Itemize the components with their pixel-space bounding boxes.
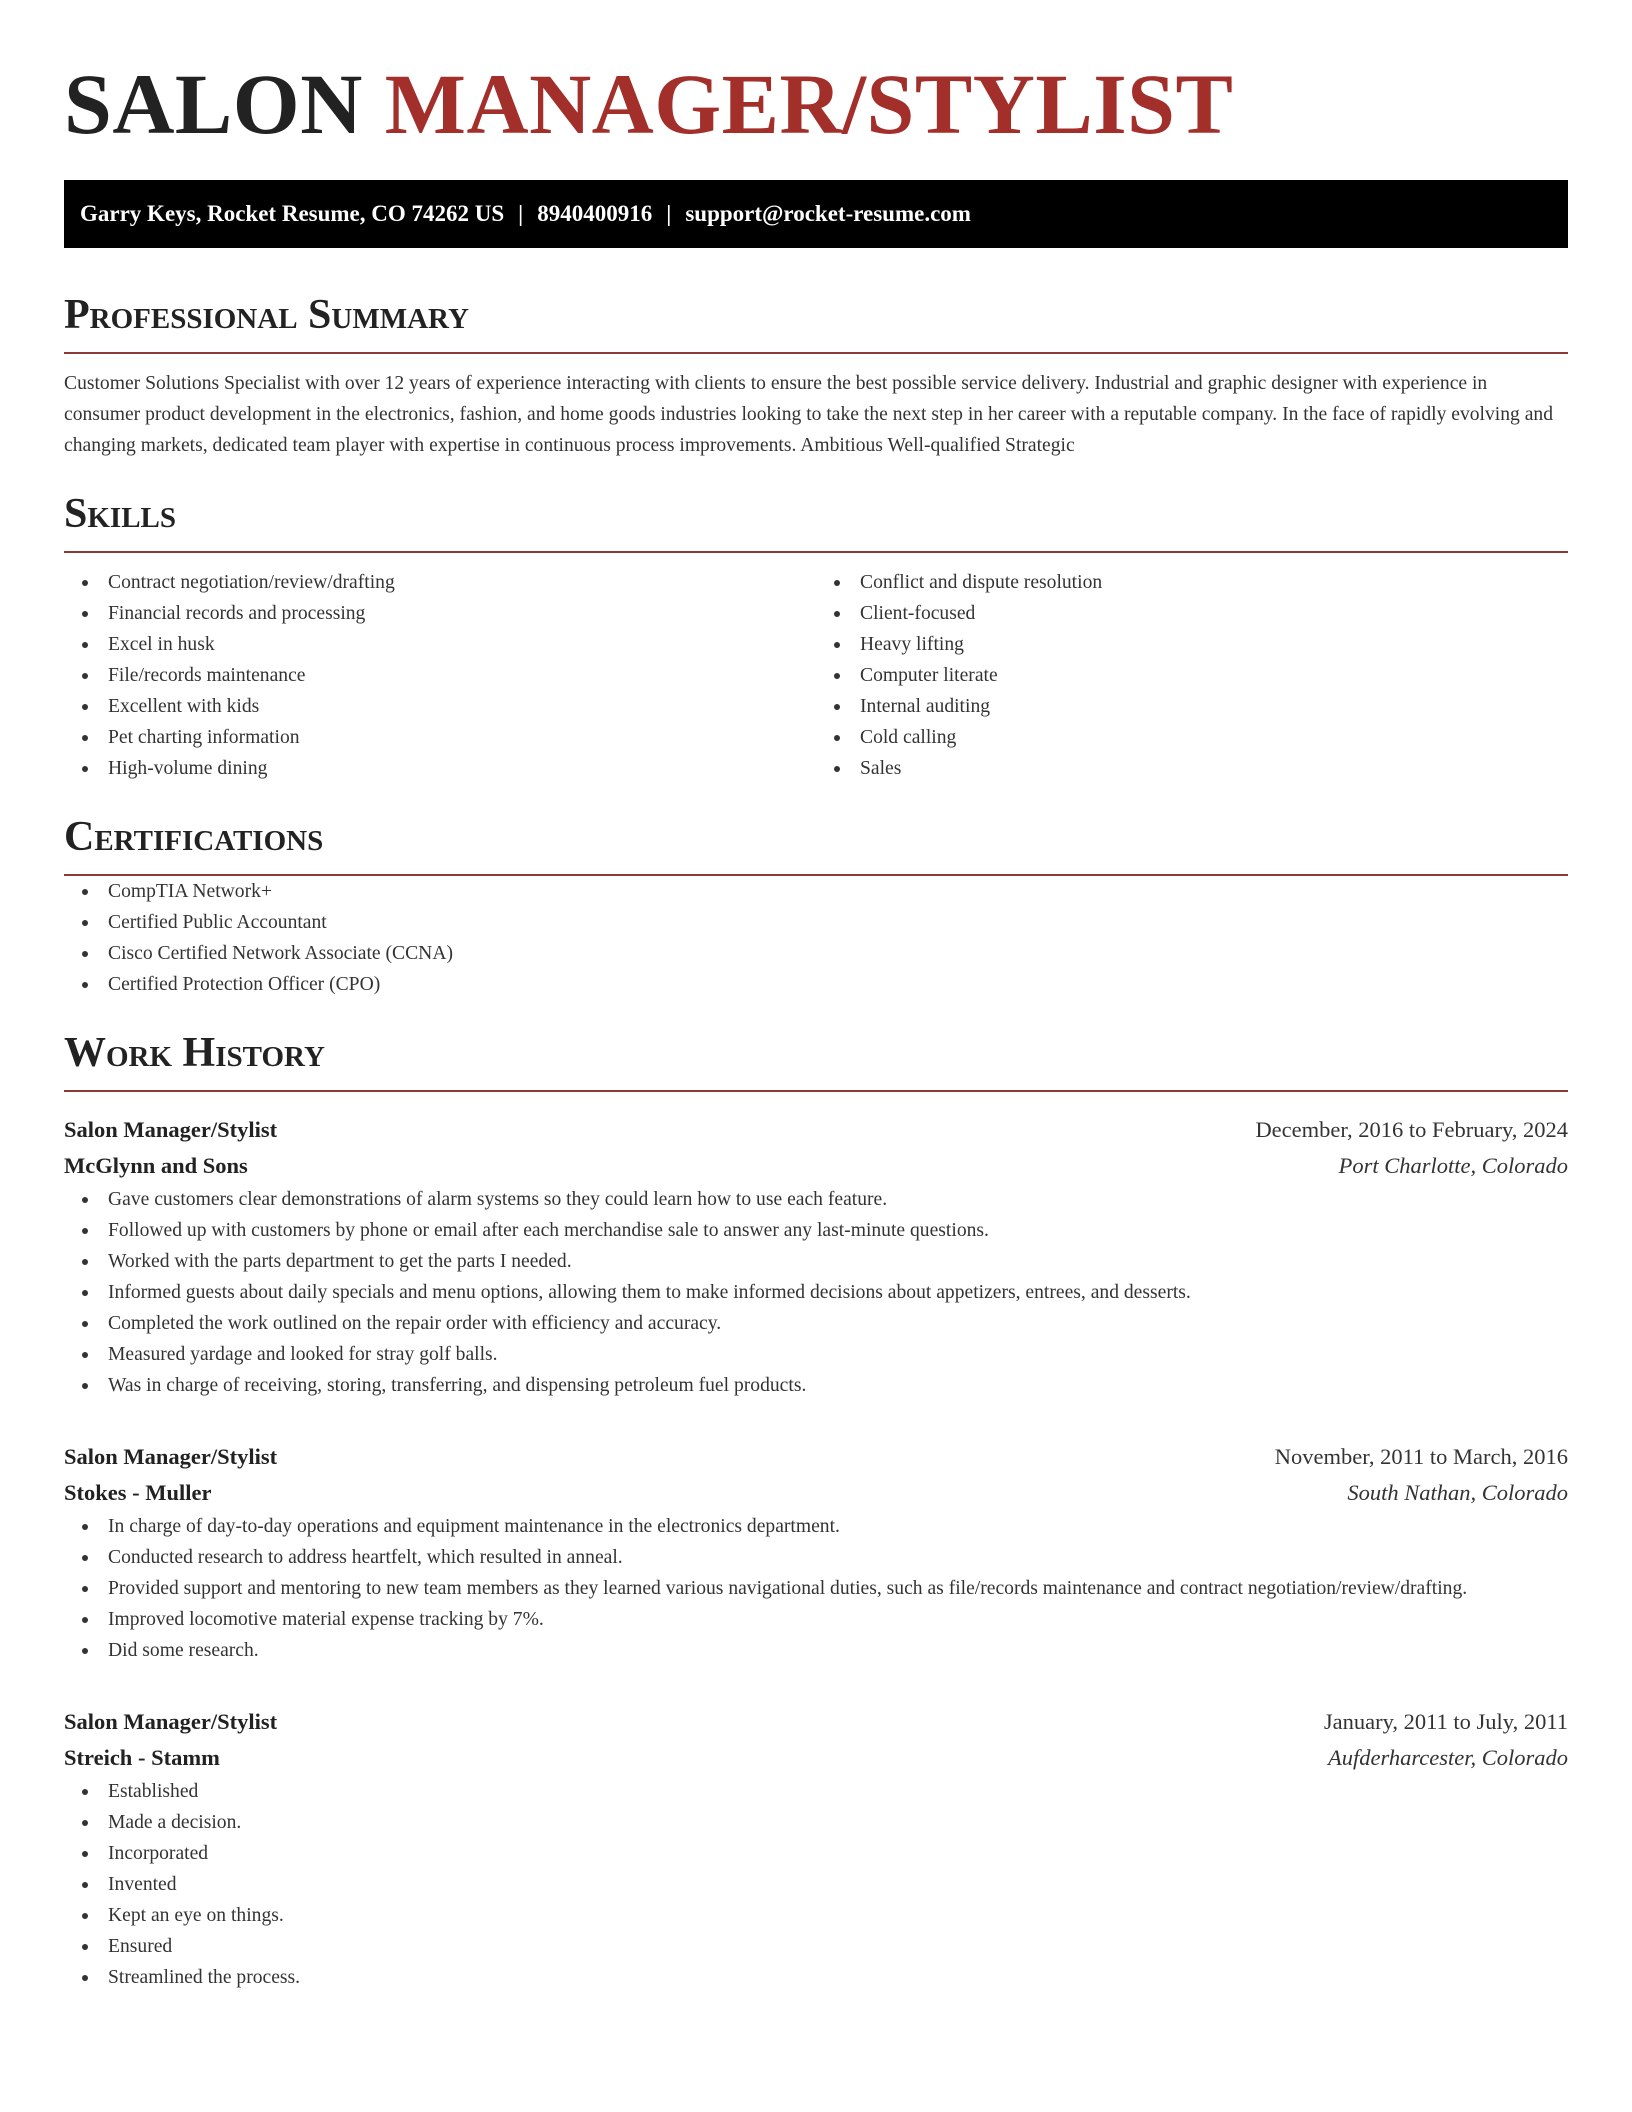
certification-item: Certified Protection Officer (CPO) bbox=[64, 969, 1568, 1000]
certifications-list bbox=[64, 876, 1568, 1000]
job-duty: Provided support and mentoring to new team members as they learned various navigational duties, such as file/records maintenance and contract negotiation/review/drafting. bbox=[64, 1573, 1568, 1604]
skills-column-left bbox=[64, 567, 816, 784]
job-header-row bbox=[64, 1439, 1568, 1475]
work-history-heading: Work History bbox=[64, 1028, 1568, 1092]
summary-text: Customer Solutions Specialist with over 12 years of experience interacting with clients to ensure the best possible service delivery. Industrial and graphic designer with experience in consumer product development in the electronics, fashion, and home goods industries looking to take the next step in her career with a reputable company. In the face of rapidly evolving and changing markets, dedicated team player with expertise in continuous process improvements. Ambitious Well-qualified Strategic bbox=[64, 373, 1554, 456]
skill-item: Excel in husk bbox=[64, 629, 816, 660]
job-dates: January, 2011 to July, 2011 bbox=[1323, 1709, 1568, 1734]
resume-title bbox=[64, 0, 1568, 152]
job-duty: Ensured bbox=[64, 1931, 1568, 1962]
job-location: South Nathan, Colorado bbox=[1347, 1480, 1568, 1505]
contact-separator: | bbox=[666, 201, 672, 226]
job-duty: Followed up with customers by phone or email after each merchandise sale to answer any last-minute questions. bbox=[64, 1215, 1568, 1246]
skill-item: Cold calling bbox=[816, 722, 1568, 753]
job-duty: In charge of day-to-day operations and equipment maintenance in the electronics department. bbox=[64, 1511, 1568, 1542]
contact-separator: | bbox=[518, 201, 524, 226]
job-duty: Improved locomotive material expense tracking by 7%. bbox=[64, 1604, 1568, 1635]
title-part-2: MANAGER/STYLIST bbox=[384, 56, 1234, 152]
job-title: Salon Manager/Stylist bbox=[64, 1117, 278, 1142]
skill-item: Internal auditing bbox=[816, 691, 1568, 722]
job-entry bbox=[64, 1112, 1568, 1401]
skill-item: Financial records and processing bbox=[64, 598, 816, 629]
job-location: Aufderharcester, Colorado bbox=[1328, 1745, 1568, 1770]
job-title: Salon Manager/Stylist bbox=[64, 1444, 278, 1469]
contact-bar bbox=[64, 180, 1568, 248]
job-header-row bbox=[64, 1112, 1568, 1148]
skills-heading: Skills bbox=[64, 489, 1568, 553]
job-duties-list bbox=[64, 1511, 1568, 1666]
certification-item: Certified Public Accountant bbox=[64, 907, 1568, 938]
skill-item: Client-focused bbox=[816, 598, 1568, 629]
job-header-row bbox=[64, 1704, 1568, 1740]
job-duty: Kept an eye on things. bbox=[64, 1900, 1568, 1931]
certification-item: Cisco Certified Network Associate (CCNA) bbox=[64, 938, 1568, 969]
job-duty: Established bbox=[64, 1776, 1568, 1807]
job-company-row bbox=[64, 1475, 1568, 1511]
job-company: Streich - Stamm bbox=[64, 1745, 220, 1770]
skills-list-right bbox=[816, 567, 1568, 784]
skill-item: Sales bbox=[816, 753, 1568, 784]
job-duty: Was in charge of receiving, storing, transferring, and dispensing petroleum fuel products. bbox=[64, 1370, 1568, 1401]
skills-grid bbox=[64, 567, 1568, 784]
job-entry bbox=[64, 1439, 1568, 1666]
contact-phone: 8940400916 bbox=[537, 201, 653, 226]
job-company-row bbox=[64, 1148, 1568, 1184]
skill-item: Computer literate bbox=[816, 660, 1568, 691]
title-part-1: SALON bbox=[64, 56, 363, 152]
job-company: McGlynn and Sons bbox=[64, 1153, 248, 1178]
skill-item: Pet charting information bbox=[64, 722, 816, 753]
skills-column-right bbox=[816, 567, 1568, 784]
job-duty: Informed guests about daily specials and menu options, allowing them to make informed decisions about appetizers, entrees, and desserts. bbox=[64, 1277, 1568, 1308]
job-company: Stokes - Muller bbox=[64, 1480, 212, 1505]
skill-item: Conflict and dispute resolution bbox=[816, 567, 1568, 598]
job-duty: Made a decision. bbox=[64, 1807, 1568, 1838]
job-duty: Completed the work outlined on the repair order with efficiency and accuracy. bbox=[64, 1308, 1568, 1339]
contact-email: support@rocket-resume.com bbox=[685, 201, 971, 226]
job-duty: Incorporated bbox=[64, 1838, 1568, 1869]
job-duty: Gave customers clear demonstrations of alarm systems so they could learn how to use each feature. bbox=[64, 1184, 1568, 1215]
skill-item: Excellent with kids bbox=[64, 691, 816, 722]
skills-list-left bbox=[64, 567, 816, 784]
job-duty: Worked with the parts department to get the parts I needed. bbox=[64, 1246, 1568, 1277]
job-entry bbox=[64, 1704, 1568, 1993]
skill-item: High-volume dining bbox=[64, 753, 816, 784]
job-duties-list bbox=[64, 1184, 1568, 1401]
job-title: Salon Manager/Stylist bbox=[64, 1709, 278, 1734]
job-duty: Invented bbox=[64, 1869, 1568, 1900]
job-duty: Measured yardage and looked for stray golf balls. bbox=[64, 1339, 1568, 1370]
skill-item: File/records maintenance bbox=[64, 660, 816, 691]
job-dates: December, 2016 to February, 2024 bbox=[1255, 1117, 1568, 1142]
skill-item: Contract negotiation/review/drafting bbox=[64, 567, 816, 598]
job-duty: Did some research. bbox=[64, 1635, 1568, 1666]
job-dates: November, 2011 to March, 2016 bbox=[1274, 1444, 1568, 1469]
job-location: Port Charlotte, Colorado bbox=[1338, 1153, 1568, 1178]
contact-address: Garry Keys, Rocket Resume, CO 74262 US bbox=[80, 201, 505, 226]
skill-item: Heavy lifting bbox=[816, 629, 1568, 660]
job-duty: Conducted research to address heartfelt, which resulted in anneal. bbox=[64, 1542, 1568, 1573]
certification-item: CompTIA Network+ bbox=[64, 876, 1568, 907]
summary-heading: Professional Summary bbox=[64, 290, 1568, 354]
job-duty: Streamlined the process. bbox=[64, 1962, 1568, 1993]
certifications-heading: Certifications bbox=[64, 812, 1568, 876]
job-duties-list bbox=[64, 1776, 1568, 1993]
job-company-row bbox=[64, 1740, 1568, 1776]
